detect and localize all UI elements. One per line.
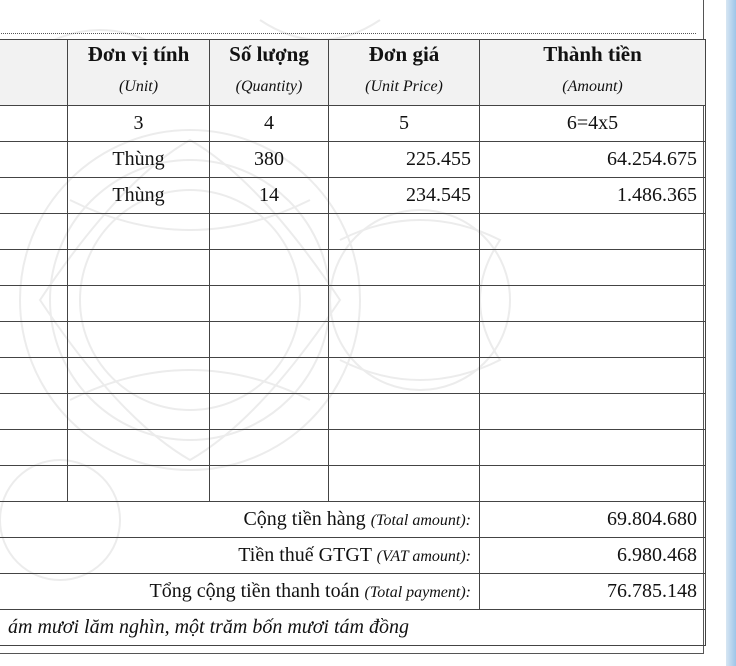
vat-amount-label-cell [0,538,480,574]
header-unit-price-label: Đơn giá [368,42,440,66]
empty-row [0,286,706,322]
row-unit: Thùng [68,142,210,178]
empty-cell [480,358,706,394]
column-number-unit-price: 5 [329,106,480,142]
right-edge-accent [726,0,736,666]
vat-amount-label: Tiền thuế GTGT [238,544,372,566]
vat-amount-row [0,538,706,574]
header-cell-prev [0,40,68,106]
empty-cell [210,322,329,358]
header-quantity-label: Số lượng [229,42,309,66]
empty-cell [68,430,210,466]
empty-cell [0,286,68,322]
empty-cell [68,358,210,394]
header-unit-sub: (Unit) [118,78,159,95]
empty-cell [68,286,210,322]
total-amount-label-en: (Total amount) [370,512,466,529]
colon: : [465,584,471,601]
empty-row [0,430,706,466]
empty-cell [0,394,68,430]
empty-cell [68,394,210,430]
empty-cell [210,286,329,322]
empty-cell [329,430,480,466]
header-unit-label: Đơn vị tính [87,42,190,66]
row-cell-prev [0,142,68,178]
total-amount-value: 69.804.680 [480,502,706,538]
empty-cell [68,250,210,286]
table-row [0,178,706,214]
table-row [0,142,706,178]
empty-cell [0,250,68,286]
total-amount-row [0,502,706,538]
empty-cell [68,466,210,502]
total-payment-row [0,574,706,610]
row-quantity: 380 [210,142,329,178]
empty-cell [210,250,329,286]
empty-cell [210,466,329,502]
row-unit-price: 225.455 [329,142,480,178]
empty-cell [480,430,706,466]
empty-cell [210,394,329,430]
empty-cell [480,214,706,250]
amount-in-words: ám mươi lăm nghìn, một trăm bốn mươi tám đồng [0,610,706,646]
empty-cell [210,358,329,394]
empty-cell [68,322,210,358]
header-quantity [210,40,329,106]
empty-cell [329,214,480,250]
column-number-prev [0,106,68,142]
row-amount: 1.486.365 [480,178,706,214]
total-payment-label-cell [0,574,480,610]
column-number-quantity: 4 [210,106,329,142]
total-amount-label-cell [0,502,480,538]
row-unit: Thùng [68,178,210,214]
empty-cell [0,430,68,466]
column-number-amount: 6=4x5 [480,106,706,142]
row-cell-prev [0,178,68,214]
amount-in-words-row [0,610,706,646]
empty-row [0,466,706,502]
empty-cell [480,250,706,286]
header-amount [480,40,706,106]
header-quantity-sub: (Quantity) [235,78,303,95]
total-payment-value: 76.785.148 [480,574,706,610]
column-number-unit: 3 [68,106,210,142]
empty-cell [210,214,329,250]
empty-cell [329,286,480,322]
row-quantity: 14 [210,178,329,214]
header-unit [68,40,210,106]
total-amount-label: Cộng tiền hàng [243,508,366,530]
colon: : [465,512,471,529]
header-amount-sub: (Amount) [562,78,623,95]
empty-cell [0,358,68,394]
colon: : [465,548,471,565]
empty-cell [480,394,706,430]
empty-cell [68,214,210,250]
empty-cell [0,214,68,250]
empty-cell [329,250,480,286]
empty-cell [329,322,480,358]
empty-cell [329,358,480,394]
row-amount: 64.254.675 [480,142,706,178]
empty-cell [0,322,68,358]
vat-amount-label-en: (VAT amount) [376,548,466,565]
empty-row [0,250,706,286]
empty-cell [329,394,480,430]
empty-row [0,214,706,250]
header-amount-label: Thành tiền [543,42,642,66]
empty-cell [480,466,706,502]
empty-row [0,358,706,394]
empty-row [0,322,706,358]
empty-row [0,394,706,430]
dotted-divider [0,33,696,34]
empty-cell [329,466,480,502]
empty-cell [480,286,706,322]
header-space [0,0,703,33]
total-payment-label: Tổng cộng tiền thanh toán [149,580,360,602]
row-unit-price: 234.545 [329,178,480,214]
empty-cell [0,466,68,502]
vat-amount-value: 6.980.468 [480,538,706,574]
column-number-row [0,106,706,142]
empty-cell [480,322,706,358]
items-table [0,39,706,646]
header-unit-price-sub: (Unit Price) [365,78,443,95]
total-payment-label-en: (Total payment) [364,584,466,601]
table-header-row [0,40,706,106]
empty-cell [210,430,329,466]
header-unit-price [329,40,480,106]
